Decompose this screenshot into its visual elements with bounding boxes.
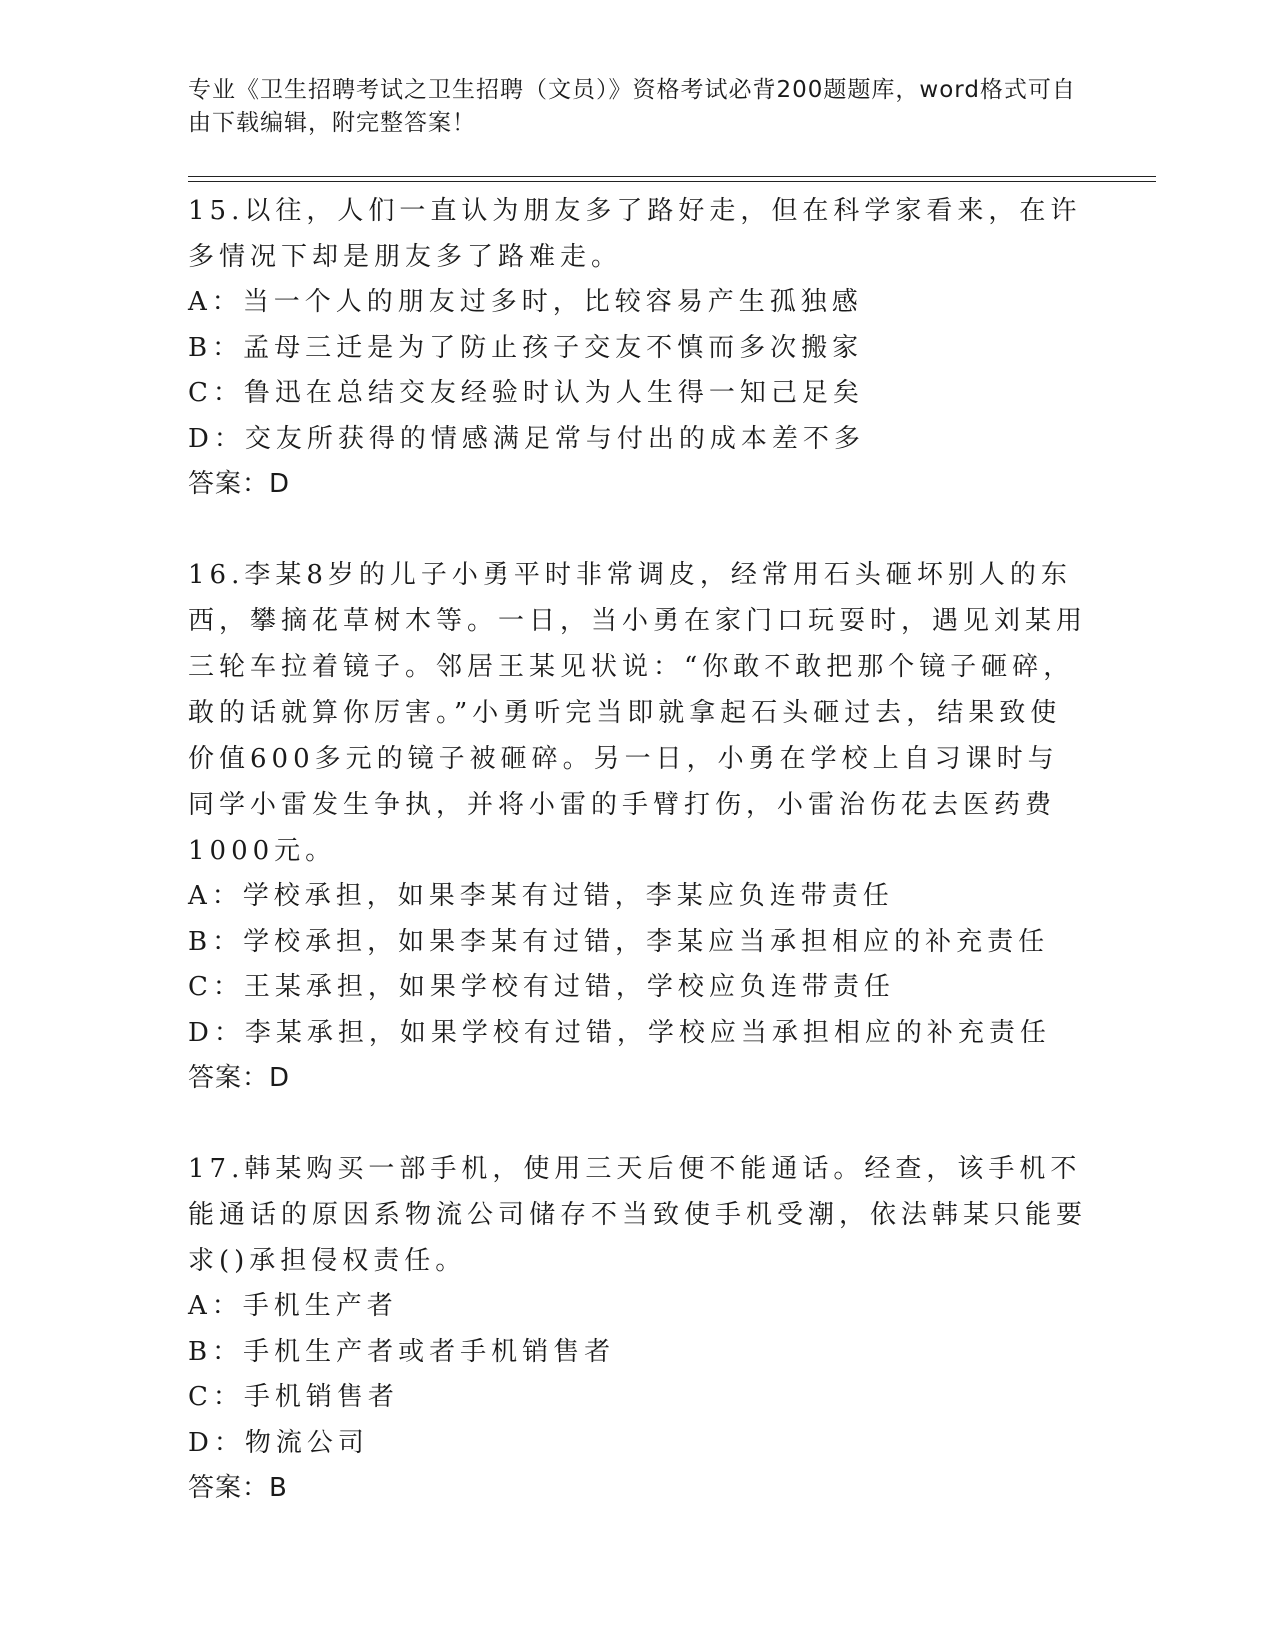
option-a: A：手机生产者 xyxy=(188,1291,398,1321)
option-b: B：孟母三迁是为了防止孩子交友不慎而多次搬家 xyxy=(188,332,864,363)
header-double-rule xyxy=(188,176,1156,182)
answer: 答案：D xyxy=(188,1063,291,1093)
question-text: 17.韩某购买一部手机，使用三天后便不能通话。经查，该手机不能通话的原因系物流公司储存不当致使手机受潮，依法韩某只能要求()承担侵权责任。 xyxy=(188,1154,1088,1276)
option-d: D：物流公司 xyxy=(188,1427,369,1458)
answer: 答案：D xyxy=(188,469,291,499)
option-a: A：当一个人的朋友过多时，比较容易产生孤独感 xyxy=(188,287,863,317)
option-b: B：学校承担，如果李某有过错，李某应当承担相应的补充责任 xyxy=(188,926,1050,957)
page-header xyxy=(188,74,1088,140)
question-16 xyxy=(188,552,1088,1101)
question-text: 16.李某8岁的儿子小勇平时非常调皮，经常用石头砸坏别人的东西，攀摘花草树木等。一日，当小勇在家门口玩耍时，遇见刘某用三轮车拉着镜子。邻居王某见状说：“你敢不敢把那个镜子砸碎，敢的话就算你厉害。”小勇听完当即就拿起石头砸过去，结果致使价值600多元的镜子被砸碎。另一日，小勇在学校上自习课时与同学小雷发生争执，并将小雷的手臂打伤，小雷治伤花去医药费1000元。 xyxy=(188,560,1088,866)
option-c: C：王某承担，如果学校有过错，学校应负连带责任 xyxy=(188,972,895,1002)
option-a: A：学校承担，如果李某有过错，李某应负连带责任 xyxy=(188,881,894,911)
option-d: D：交友所获得的情感满足常与付出的成本差不多 xyxy=(188,423,865,454)
answer: 答案：B xyxy=(188,1473,288,1503)
option-b: B：手机生产者或者手机销售者 xyxy=(188,1336,616,1367)
question-text: 15.以往，人们一直认为朋友多了路好走，但在科学家看来，在许多情况下却是朋友多了路难走。 xyxy=(188,196,1082,272)
option-c: C：手机销售者 xyxy=(188,1382,399,1412)
header-title: 专业《卫生招聘考试之卫生招聘（文员）》资格考试必背200题题库，word格式可自由下载编辑，附完整答案！ xyxy=(188,77,1076,136)
question-17 xyxy=(188,1146,1088,1511)
option-c: C：鲁迅在总结交友经验时认为人生得一知己足矣 xyxy=(188,378,864,408)
option-d: D：李某承担，如果学校有过错，学校应当承担相应的补充责任 xyxy=(188,1017,1051,1048)
question-15 xyxy=(188,188,1088,507)
question-list xyxy=(188,188,1088,1511)
